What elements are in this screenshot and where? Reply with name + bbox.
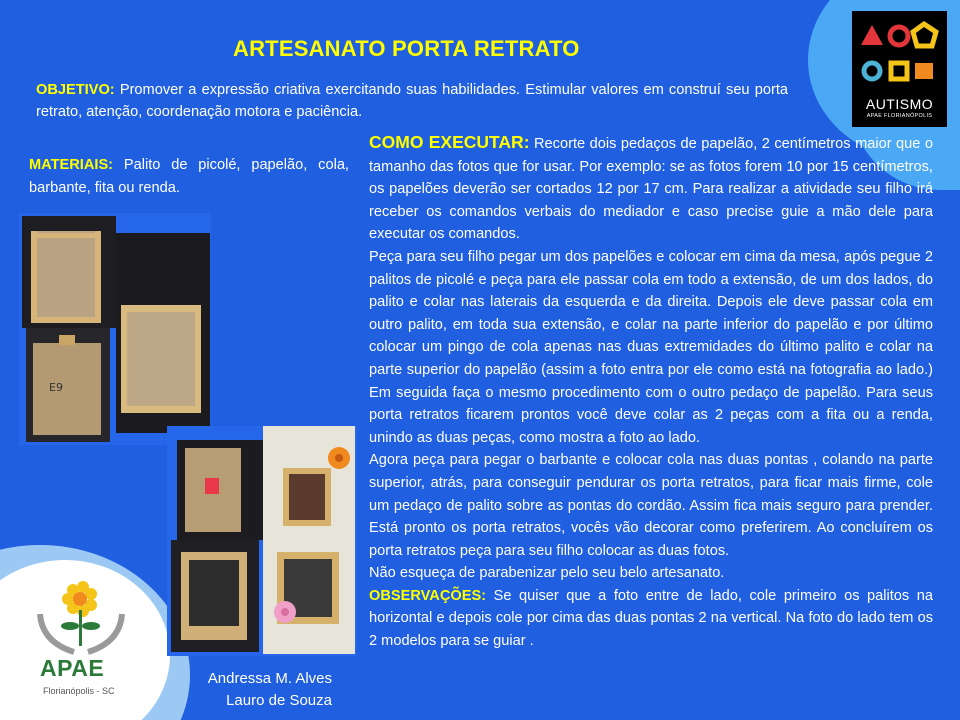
materiais-label: MATERIAIS:: [29, 157, 114, 173]
como-executar-colon: :: [523, 132, 530, 152]
photo-collage-bottom: [167, 426, 357, 656]
como-executar-p1-text: Recorte dois pedaços de papelão, 2 centímetros maior que o tamanho das fotos que for usar. Por exemplo: se as fotos forem 10 por 15 centímetros, os papelões deverão ser cortados 12 por 17 cm. Para realizar a atividade seu filho irá receber os comandos verbais do mediador e caso precise guie a mão dele para executar os comandos.: [369, 136, 933, 243]
craft-photos-image: [19, 213, 211, 445]
objetivo-label: OBJETIVO:: [36, 82, 115, 98]
page-title: ARTESANATO PORTA RETRATO: [233, 36, 580, 61]
como-executar-section: [369, 131, 933, 653]
observacoes-text: Se quiser que a foto entre de lado, cole primeiro os palitos na horizontal e depois cole por cima das duas pontas 2 na vertical. Na foto do lado tem os 2 modelos para se guiar .: [369, 587, 933, 650]
objetivo-text: Promover a expressão criativa exercitando suas habilidades. Estimular valores em construí seu porta retrato, atenção, coordenação motora e paciência.: [36, 82, 788, 120]
photo-collage-top: [19, 213, 211, 445]
finished-frames-image: [167, 426, 357, 656]
como-executar-p2: Peça para seu filho pegar um dos papelões e colocar em cima da mesa, após pegue 2 palitos de picolé e peça para ele passar cola em todo a extensão, de um dos lados, do palito e colar nas laterais da esquerda e da direita. Depois ele deve passar cola em outro palito, em toda sua extensão, e colar na parte inferior do papelão e por último colocar um pingo de cola apenas nas duas extremidades do último palito e colar na parte superior do papelão (assim a foto entra por ele como está na fotografia ao lado.) Em seguida faça o mesmo procedimento com o outro pedaço de papelão. Para seus porta retratos ficarem prontos você deve colar as 2 peças com a fita ou a renda, unindo as duas peças, como mostra a foto ao lado.: [369, 248, 933, 446]
apae-logo-sublabel: Florianópolis - SC: [43, 686, 115, 696]
observacoes-label: OBSERVAÇÕES:: [369, 587, 487, 604]
observacoes-paragraph: [369, 585, 933, 653]
authors-block: [168, 668, 332, 712]
objetivo-paragraph: [36, 79, 788, 123]
materiais-paragraph: [29, 154, 349, 200]
autismo-logo-label: AUTISMO: [865, 96, 934, 112]
apae-logo: [28, 580, 148, 700]
como-executar-p1: [369, 131, 933, 246]
svg-text:E9: E9: [49, 381, 63, 394]
autismo-logo-sublabel: APAE FLORIANÓPOLIS: [866, 113, 933, 119]
apae-logo-label: APAE: [40, 655, 105, 681]
author-name: Lauro de Souza: [226, 692, 332, 709]
autismo-symbols-icon: [852, 11, 947, 96]
como-executar-p4: Não esqueça de parabenizar pelo seu belo artesanato.: [369, 565, 725, 582]
autismo-logo: [852, 11, 947, 127]
author-name: Andressa M. Alves: [207, 670, 332, 687]
como-executar-p3: Agora peça para pegar o barbante e colocar cola nas duas pontas , colando na parte superior, atrás, para conseguir pendurar os porta retratos, para ficar mais firme, cole um pedaço de palito sobre as pontas do cordão. Assim fica mais seguro para prender. Está pronto os porta retratos, vocês vão decorar como preferirem. Ao concluírem os porta retratos peça para seu filho colocar as duas fotos.: [369, 452, 933, 559]
como-executar-label: COMO EXECUTAR: [369, 132, 524, 152]
apae-flower-hands-icon: [28, 580, 148, 658]
materiais-text: Palito de picolé, papelão, cola, barbante, fita ou renda.: [29, 157, 349, 196]
